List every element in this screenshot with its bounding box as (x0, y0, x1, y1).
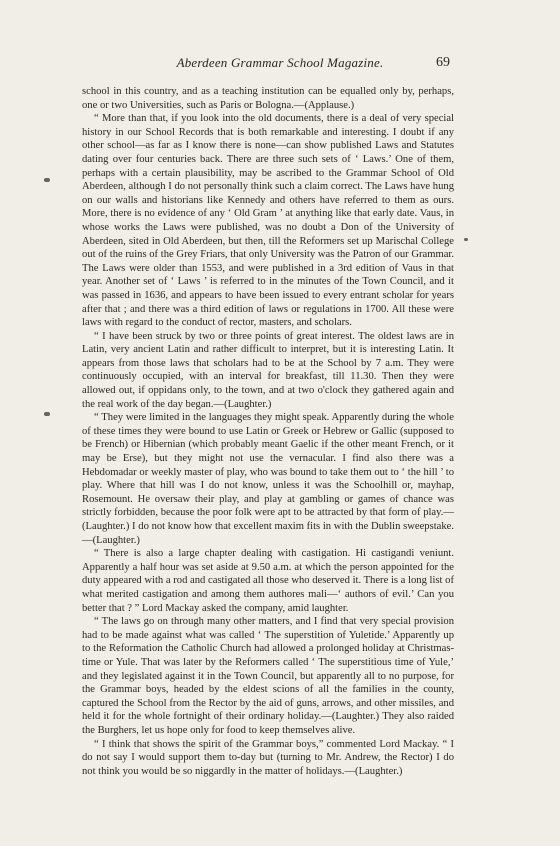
paragraph: “ They were limited in the languages they might speak. Apparently during the whole of these times they were bound to use Latin or Greek or Hebrew or Gallic (supposed to be French) or Hibernian (which probably meant Gaelic if the other meant French, or it may be Erse), but they might not use the vernacular. I find also there was a Hebdomadar or weekly master of play, who was bound to take them out to ‘ the hill ’ to play. Where that hill was I do not know, unless it was the Schoolhill or, mayhap, Rosemount. He oversaw their play, and play at gambling or games of chance was strictly forbidden, because the poor folk were apt to be attracted by that form of play.—(Laughter.) I do not know how that excellent maxim fits in with the Dublin sweepstake.—(Laughter.) (82, 412, 454, 546)
paragraph: “ The laws go on through many other matters, and I find that very special provision had to be made against what was called ‘ The superstition of Yuletide.’ Apparently up to the Reformation the Catholic Church had allowed a prolonged holiday at Christmas-time or Yule. That was later by the Reformers called ‘ The superstitious time of Yule,’ and they legislated against it in the Town Council, but apparently all to no purpose, for the Grammar boys, headed by the eldest scions of all the families in the county, captured the School from the Rector by the aid of guns, arrows, and other missiles, and held it for the whole fortnight of their ordinary holiday.—(Laughter.) They also raided the Burghers, let us hope only for food to keep themselves alive. (82, 616, 454, 736)
margin-ink-mark (464, 238, 468, 241)
margin-ink-mark (44, 412, 50, 416)
running-title: Aberdeen Grammar School Magazine. (176, 55, 384, 70)
paragraph: “ I think that shows the spirit of the Grammar boys,” commented Lord Mackay. “ I do not say I would support them to-day but (turning to Mr. Andrew, the Rector) I do not think you would be so niggardly in the matter of holidays.—(Laughter.) (82, 738, 454, 777)
paragraph: “ There is also a large chapter dealing with castigation. Hi castigandi veniunt. Apparently a half hour was set aside at 9.50 a.m. at which the person appointed for the duty appeared with a rod and castigated all those who deserved it. There is a long list of what merited castigation and among them authores mali—‘ authors of evil.’ Can you better that ? ” Lord Mackay asked the company, amid laughter. (82, 548, 454, 614)
article-body (82, 85, 454, 778)
page-number: 69 (436, 55, 450, 70)
margin-ink-mark (44, 178, 50, 182)
paragraph: “ I have been struck by two or three points of great interest. The oldest laws are in Latin, very ancient Latin and rather difficult to interpret, but it is interesting Latin. It appears from those laws that scholars had to be at the School by 7 a.m. They were continuously occupied, with an interval for breakfast, till 11.30. Then they were allowed out, if oppidans only, to the town, and at two o'clock they gathered again and the real work of the day began.—(Laughter.) (82, 330, 454, 410)
paragraph: school in this country, and as a teaching institution can be equalled only by, perhaps, one or two Universities, such as Paris or Bologna.—(Applause.) (82, 86, 454, 111)
paragraph: “ More than that, if you look into the old documents, there is a deal of very special history in our School Records that is both remarkable and interesting. I doubt if any other school—as far as I know there is none—can show published Laws and Statutes dating over four centuries back. There are three such sets of ‘ Laws.’ One of them, perhaps with a certain plausibility, may be ascribed to the Grammar School of Old Aberdeen, although I do not personally think such a claim correct. The Laws have hung on our walls and historians like Kennedy and others have referred to them as ours. More, there is no evidence of any ‘ Old Gram ’ at anything like that early date. Vaus, in whose works the Laws were published, was no doubt a Don of the University of Aberdeen, sited in Old Aberdeen, but then, till the Reformers set up Marischal College out of the ruins of the Grey Friars, that only University was the Patron of our Grammar. The Laws were older than 1553, and were published in a 3rd edition of Vaus in that year. Another set of ‘ Laws ’ is referred to in the minutes of the Town Council, and it was passed in 1636, and appears to have been issued to every entrant scholar for years after that ; and there was a third edition of laws or regulations in 1700. All these were laws with regard to the conduct of rector, masters, and scholars. (82, 113, 454, 329)
